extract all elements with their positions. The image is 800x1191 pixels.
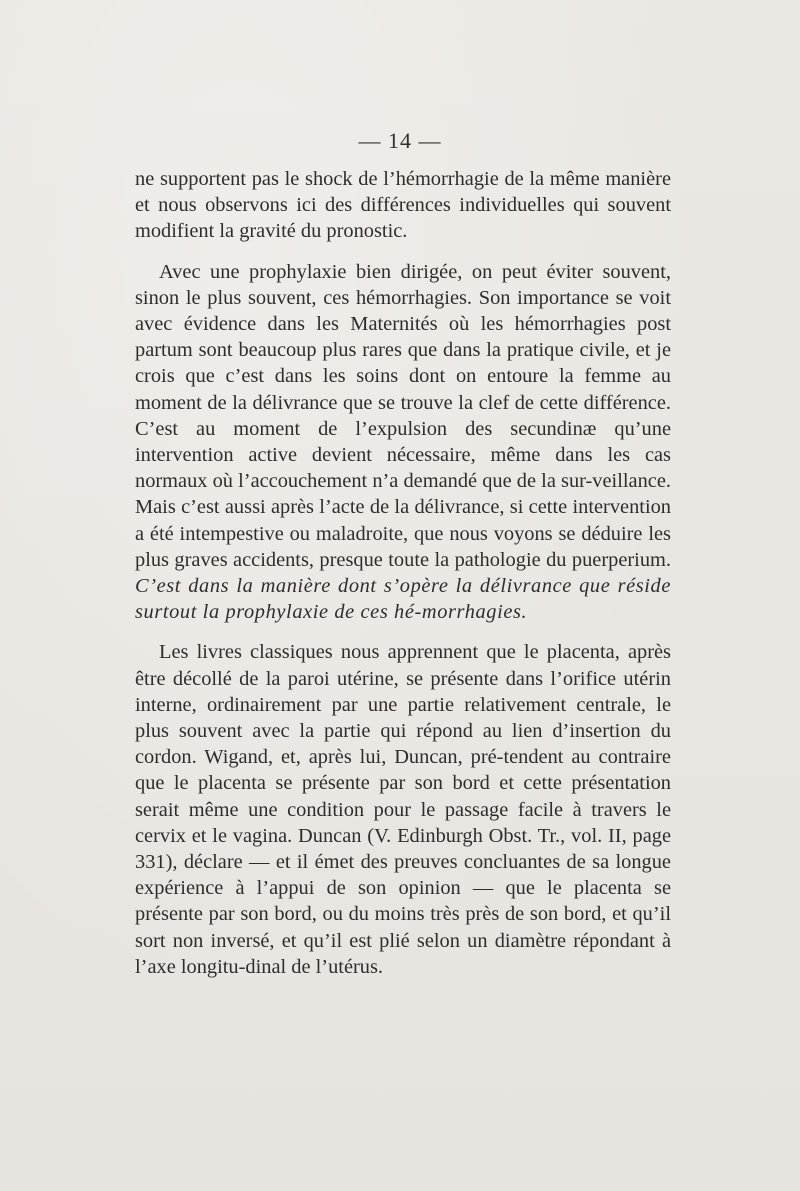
- page-number: — 14 —: [358, 128, 442, 153]
- paragraph-2-text: Avec une prophylaxie bien dirigée, on peut éviter souvent, sinon le plus souvent, ces hémorrhagies. Son importance se voit avec évidence dans les Maternités où les hémorrhagies post partum sont beaucoup plus rares que dans la pratique civile, et je crois que c’est dans les soins dont on entoure la femme au moment de la délivrance que se trouve la clef de cette différence. C’est au moment de l’expulsion des secundinæ qu’une intervention active devient nécessaire, même dans les cas normaux où l’accouchement n’a demandé que de la sur-veillance. Mais c’est aussi après l’acte de la délivrance, si cette intervention a été intempestive ou maladroite, que nous voyons se déduire les plus graves accidents, presque toute la pathologie du puerperium.: [135, 260, 671, 571]
- paragraph-3: [135, 639, 671, 980]
- body-text: [135, 166, 671, 980]
- paragraph-1: [135, 166, 671, 245]
- paragraph-1-text: ne supportent pas le shock de l’hémorrhagie de la même manière et nous observons ici des différences individuelles qui souvent modifient la gravité du pronostic.: [135, 168, 671, 243]
- paragraph-3-text: Les livres classiques nous apprennent que le placenta, après être décollé de la paroi utérine, se présente dans l’orifice utérin interne, ordinairement par une partie relativement centrale, le plus souvent avec la partie qui répond au lien d’insertion du cordon. Wigand, et, après lui, Duncan, pré-tendent au contraire que le placenta se présente par son bord et cette présentation serait même une condition pour le passage facile à travers le cervix et le vagina. Duncan (V. Edinburgh Obst. Tr., vol. II, page 331), déclare — et il émet des preuves concluantes de sa longue expérience à l’appui de son opinion — que le placenta se présente par son bord, ou du moins très près de son bord, et qu’il sort non inversé, et qu’il est plié selon un diamètre répondant à l’axe longitu-dinal de l’utérus.: [135, 641, 671, 978]
- paragraph-2-italic-emphasis: C’est dans la manière dont s’opère la délivrance que réside surtout la prophylaxie de ces hé-morrhagies.: [135, 575, 671, 624]
- paragraph-2: [135, 259, 671, 626]
